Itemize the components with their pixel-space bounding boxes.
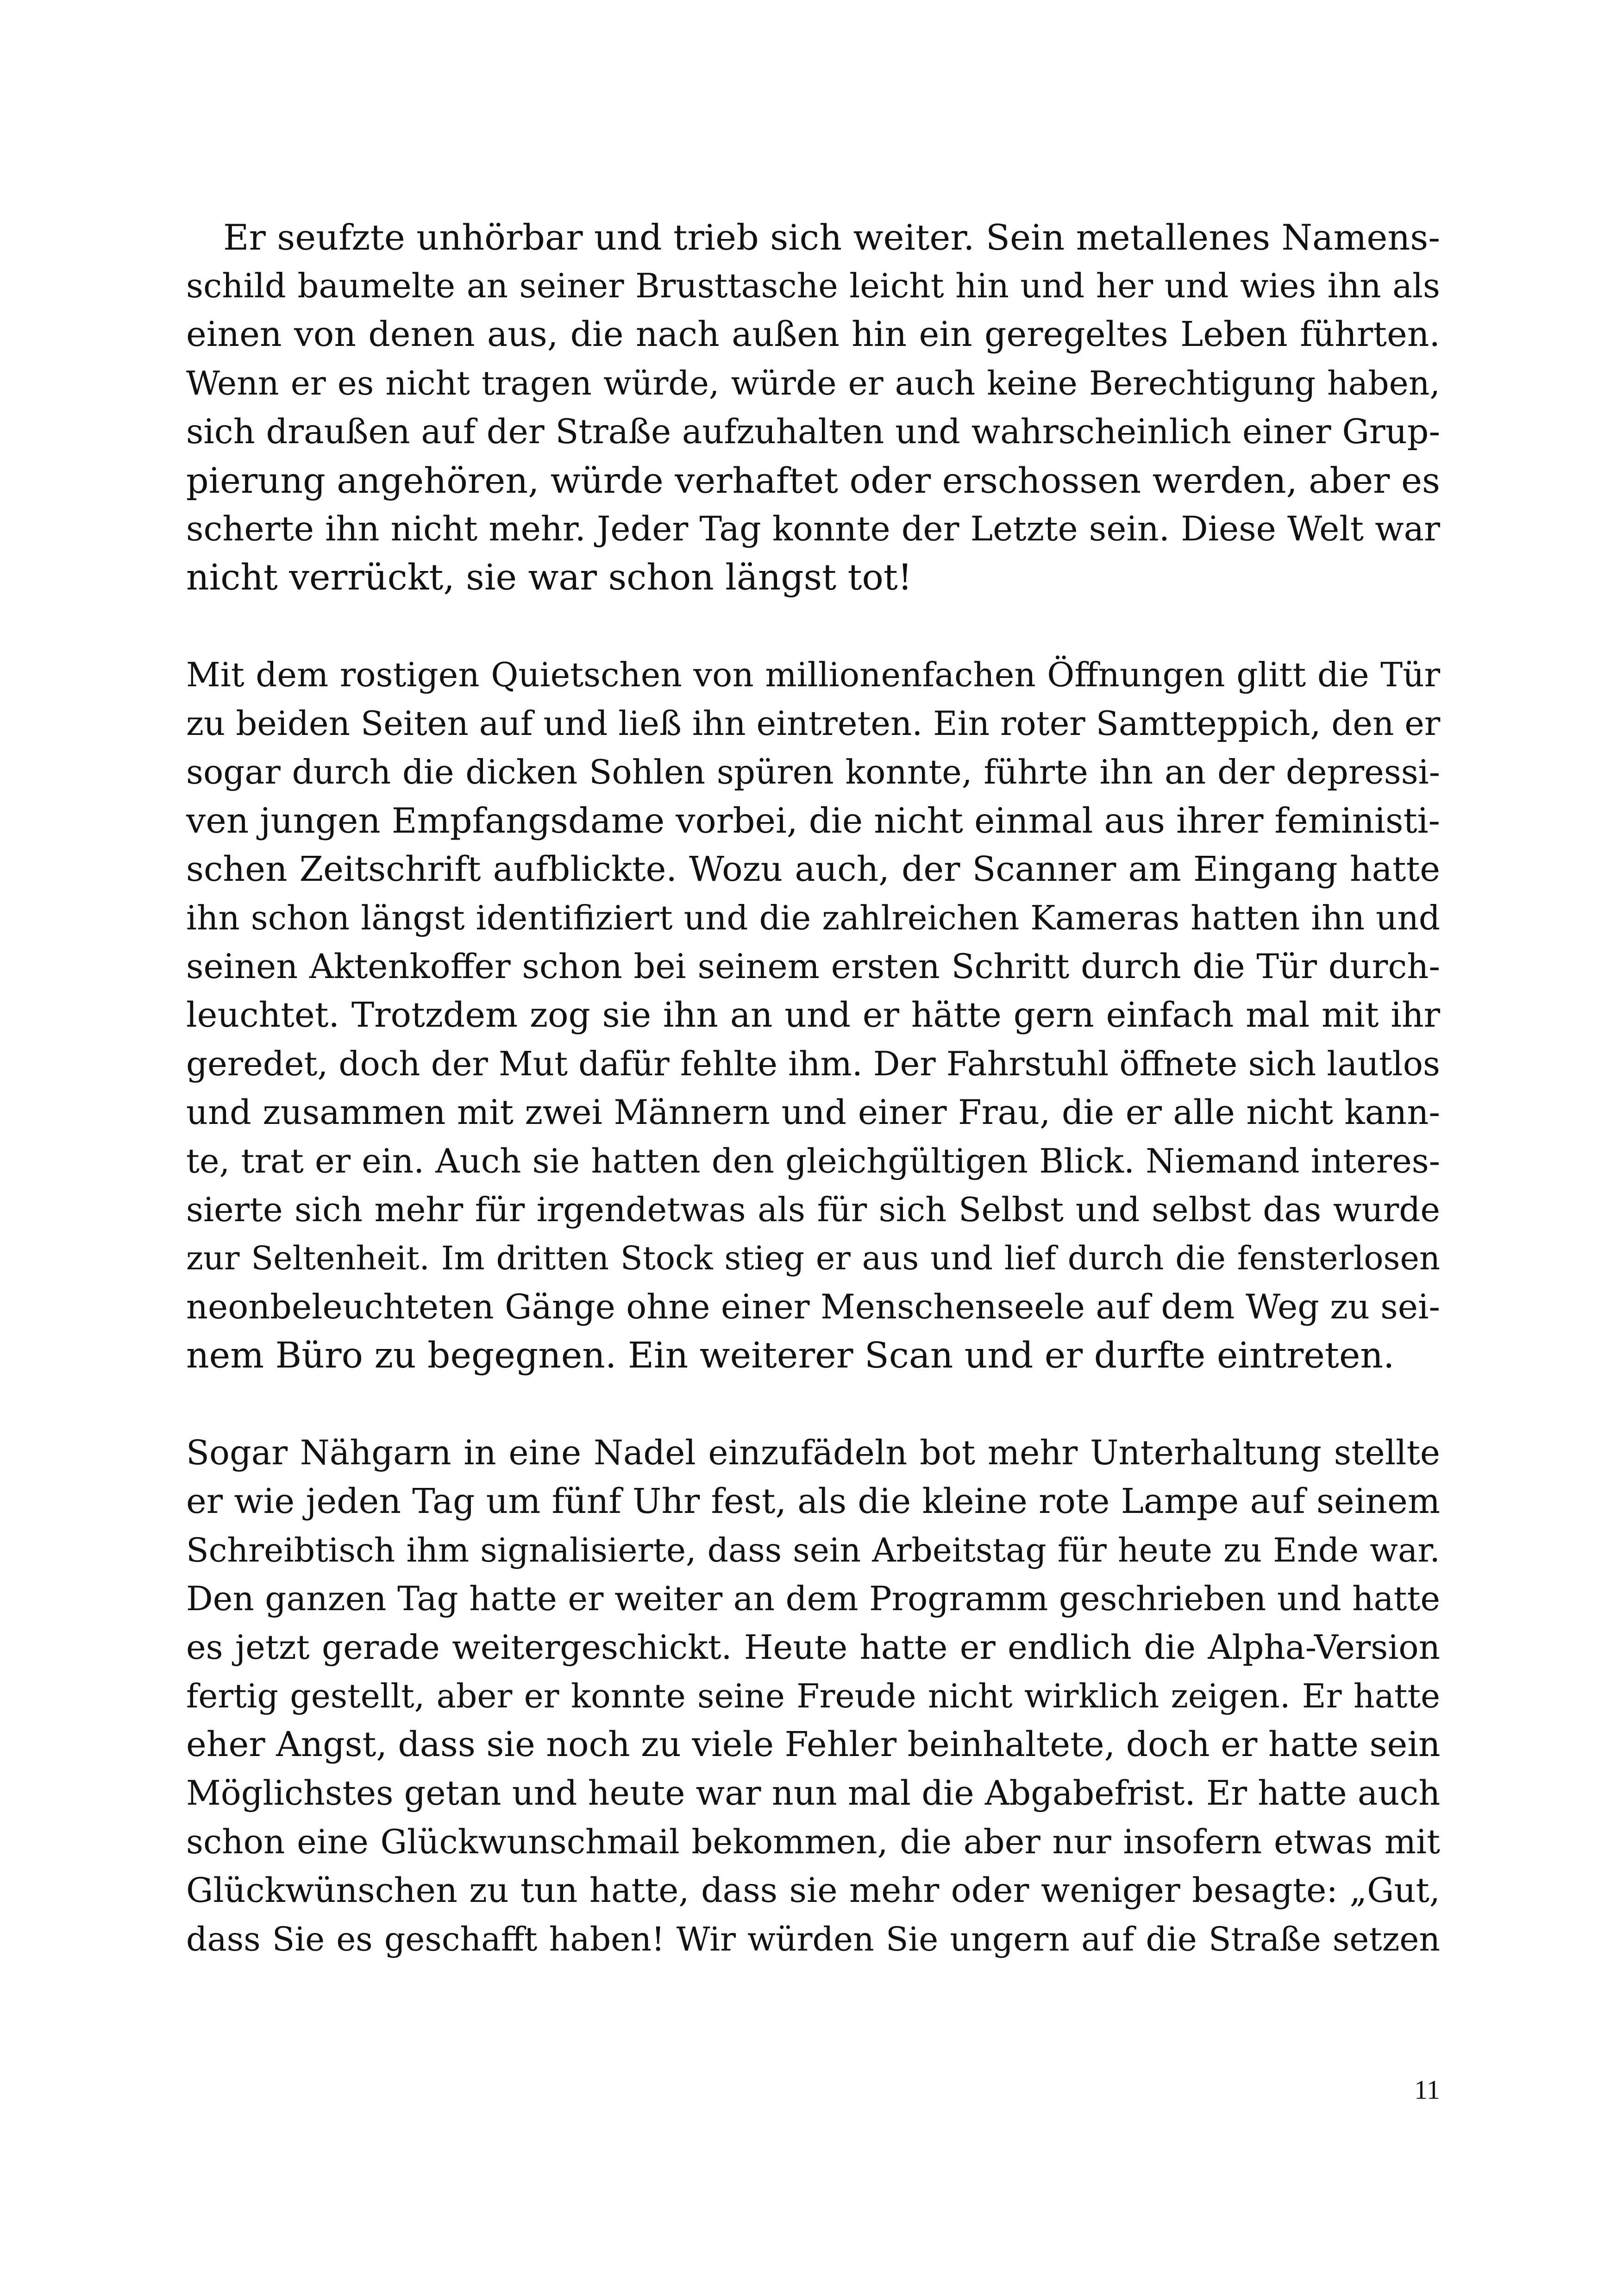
text-line: es jetzt gerade weitergeschickt. Heute hatte er endlich die Alpha-Version bbox=[186, 1628, 1440, 1667]
paragraph-gap bbox=[186, 1380, 1440, 1429]
paragraph-2 bbox=[186, 651, 1440, 1380]
text-line: ven jungen Empfangsdame vorbei, die nicht einmal aus ihrer feministi- bbox=[186, 800, 1440, 841]
text-line: schen Zeitschrift aufblickte. Wozu auch, der Scanner am Eingang hatte bbox=[186, 849, 1440, 889]
text-line: Schreibtisch ihm signalisierte, dass sein Arbeitstag für heute zu Ende war. bbox=[186, 1531, 1440, 1569]
text-line: fertig gestellt, aber er konnte seine Freude nicht wirklich zeigen. Er hatte bbox=[186, 1677, 1440, 1715]
text-line: ihn schon längst identifiziert und die zahlreichen Kameras hatten ihn und bbox=[186, 898, 1440, 937]
text-line: und zusammen mit zwei Männern und einer Frau, die er alle nicht kann- bbox=[186, 1093, 1440, 1132]
text-line: pierung angehören, würde verhaftet oder erschossen werden, aber es bbox=[186, 460, 1440, 501]
text-line: nem Büro zu begegnen. Ein weiterer Scan und er durfte eintreten. bbox=[186, 1335, 1395, 1376]
text-line: neonbeleuchteten Gänge ohne einer Menschenseele auf dem Weg zu sei- bbox=[186, 1287, 1440, 1327]
text-line: eher Angst, dass sie noch zu viele Fehler beinhaltete, doch er hatte sein bbox=[186, 1725, 1441, 1764]
text-line: Er seufzte unhörbar und trieb sich weiter. Sein metallenes Namens- bbox=[223, 217, 1440, 258]
text-line: Den ganzen Tag hatte er weiter an dem Programm geschrieben und hatte bbox=[186, 1579, 1440, 1618]
text-line: scherte ihn nicht mehr. Jeder Tag konnte der Letzte sein. Diese Welt war bbox=[186, 509, 1440, 549]
paragraph-3 bbox=[186, 1429, 1440, 1964]
text-line: te, trat er ein. Auch sie hatten den gleichgültigen Blick. Niemand interes- bbox=[186, 1142, 1440, 1180]
text-line: schild baumelte an seiner Brusttasche leicht hin und her und wies ihn als bbox=[186, 266, 1440, 305]
text-line: leuchtet. Trotzdem zog sie ihn an und er hätte gern einfach mal mit ihr bbox=[186, 995, 1440, 1035]
text-line: geredet, doch der Mut dafür fehlte ihm. Der Fahrstuhl öffnete sich lautlos bbox=[186, 1044, 1440, 1083]
text-line: Glückwünschen zu tun hatte, dass sie mehr oder weniger besagte: „Gut, bbox=[186, 1871, 1440, 1910]
page-number: 11 bbox=[1414, 2075, 1440, 2105]
text-line: sogar durch die dicken Sohlen spüren konnte, führte ihn an der depressi- bbox=[186, 753, 1440, 791]
text-line: Wenn er es nicht tragen würde, würde er auch keine Berechtigung haben, bbox=[186, 364, 1440, 402]
paragraph-1 bbox=[186, 213, 1440, 602]
text-line: zu beiden Seiten auf und ließ ihn eintreten. Ein roter Samtteppich, den er bbox=[186, 704, 1441, 743]
text-line: sierte sich mehr für irgendetwas als für sich Selbst und selbst das wurde bbox=[186, 1190, 1440, 1229]
text-line: dass Sie es geschafft haben! Wir würden Sie ungern auf die Straße setzen bbox=[186, 1920, 1440, 1958]
paragraph-gap bbox=[186, 602, 1440, 651]
text-line: sich draußen auf der Straße aufzuhalten und wahrscheinlich einer Grup- bbox=[186, 412, 1440, 452]
text-line: seinen Aktenkoffer schon bei seinem ersten Schritt durch die Tür durch- bbox=[186, 947, 1440, 986]
text-line: nicht verrückt, sie war schon längst tot! bbox=[186, 557, 912, 598]
text-line: Möglichstes getan und heute war nun mal die Abgabefrist. Er hatte auch bbox=[186, 1774, 1441, 1813]
page-body bbox=[186, 213, 1440, 1964]
text-line: Mit dem rostigen Quietschen von millionenfachen Öffnungen glitt die Tür bbox=[186, 655, 1440, 694]
text-line: schon eine Glückwunschmail bekommen, die aber nur insofern etwas mit bbox=[186, 1822, 1440, 1861]
text-line: er wie jeden Tag um fünf Uhr fest, als die kleine rote Lampe auf seinem bbox=[186, 1481, 1440, 1521]
text-line: zur Seltenheit. Im dritten Stock stieg er aus und lief durch die fensterlosen bbox=[186, 1239, 1440, 1277]
text-line: Sogar Nähgarn in eine Nadel einzufädeln bot mehr Unterhaltung stellte bbox=[186, 1433, 1440, 1473]
text-line: einen von denen aus, die nach außen hin ein geregeltes Leben führten. bbox=[186, 314, 1440, 354]
